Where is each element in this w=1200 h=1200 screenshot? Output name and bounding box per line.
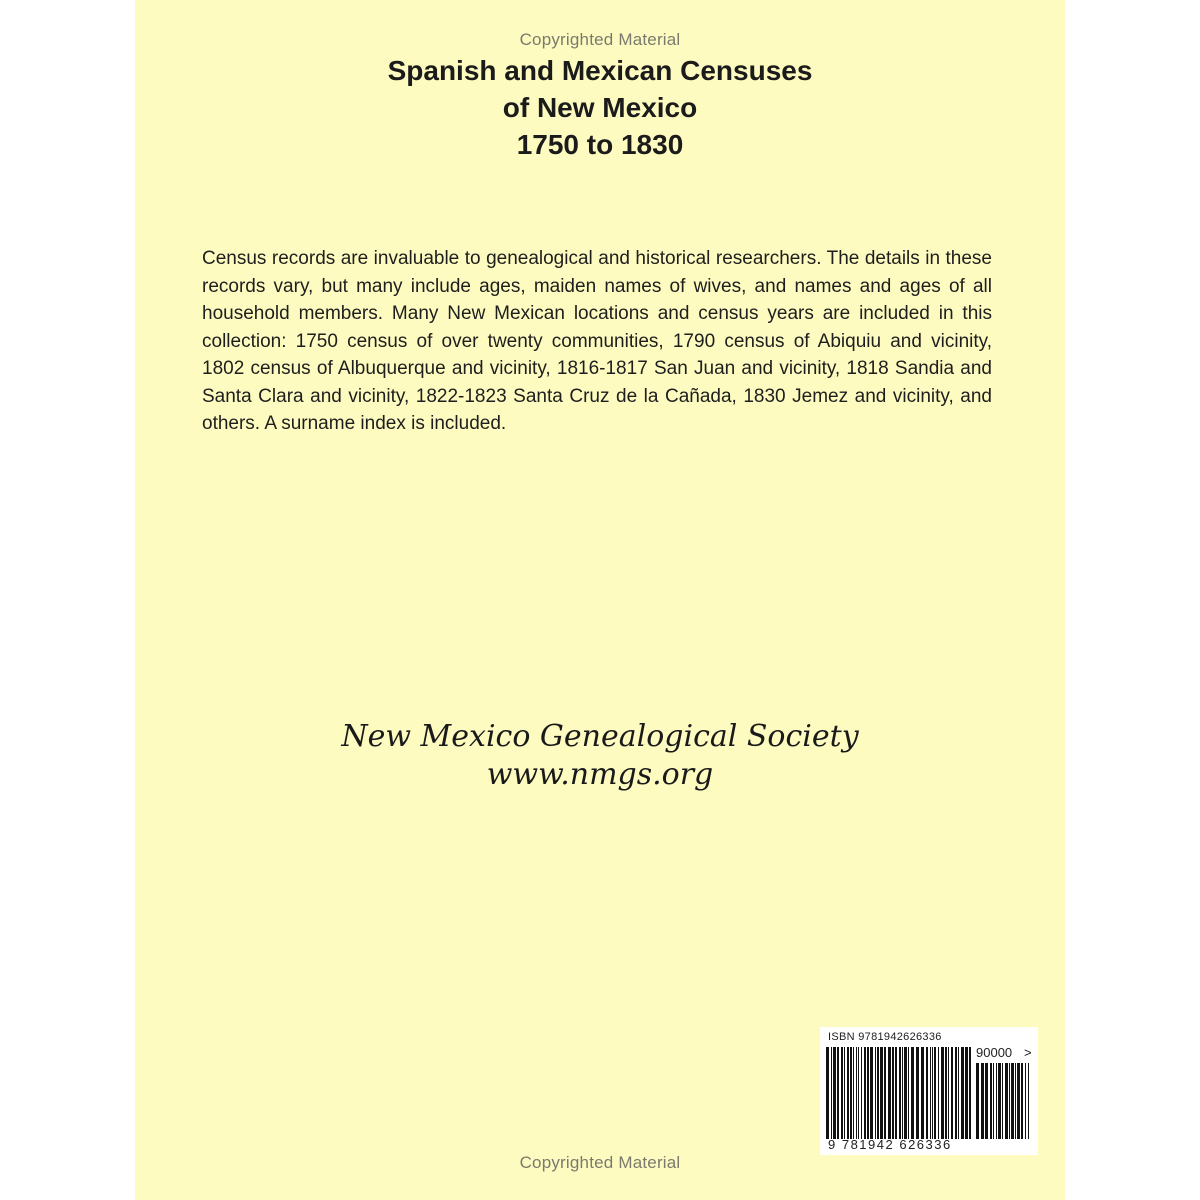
barcode-bar — [841, 1047, 843, 1139]
barcode-bar — [958, 1047, 959, 1139]
barcode-bar — [867, 1047, 869, 1139]
barcode-bar — [861, 1047, 862, 1139]
title-line-2: of New Mexico — [502, 92, 698, 123]
barcode-bars-addon — [976, 1063, 1034, 1139]
price-code: 90000 — [976, 1045, 1013, 1060]
barcode-bar — [902, 1047, 903, 1139]
barcode-bar — [1015, 1063, 1016, 1139]
barcode-bar — [1009, 1063, 1010, 1139]
title-line-1: Spanish and Mexican Censuses — [387, 55, 813, 86]
barcode-bar — [895, 1047, 897, 1139]
book-back-cover — [135, 0, 1065, 1200]
barcode-bar — [856, 1047, 857, 1139]
barcode-bar — [833, 1047, 836, 1139]
book-description: Census records are invaluable to genealogical and historical researchers. The details in these records vary, but many include ages, maiden names of wives, and names and ages of all household members. Many New Mexican locations and census years are included in this collection: 1750 census of over twenty communities, 1790 census of Abiquiu and vicinity, 1802 census of Albuquerque and vicinity, 1816-1817 San Juan and vicinity, 1818 Sandia and Santa Clara and vicinity, 1822-1823 Santa Cruz de la Cañada, 1830 Jemez and vicinity, and others. A surname index is included. — [202, 248, 992, 434]
barcode-bar — [945, 1047, 947, 1139]
barcode-bar — [892, 1047, 894, 1139]
barcode-bar — [837, 1047, 839, 1139]
barcode-bar — [1021, 1063, 1023, 1139]
barcode-bar — [1025, 1063, 1026, 1139]
barcode-bar — [932, 1047, 933, 1139]
barcode-bar — [916, 1047, 919, 1139]
barcode-bar — [981, 1063, 984, 1139]
copyright-watermark-top: Copyrighted Material — [519, 30, 681, 49]
barcode-bar — [884, 1047, 886, 1139]
barcode-bar — [941, 1047, 944, 1139]
barcode-bar — [990, 1063, 992, 1139]
barcode-bars-main — [826, 1047, 974, 1139]
barcode-bar — [969, 1047, 971, 1139]
price-arrow: > — [1024, 1045, 1032, 1060]
book-title — [135, 52, 1065, 163]
barcode-bar — [996, 1063, 997, 1139]
barcode-bar — [1002, 1063, 1003, 1139]
barcode-bar — [1028, 1063, 1029, 1139]
barcode-bar — [930, 1047, 931, 1139]
barcode-bar — [951, 1047, 953, 1139]
barcode-digits: 9 781942 626336 — [828, 1137, 952, 1152]
publisher-website: www.nmgs.org — [486, 757, 714, 792]
barcode-bar — [961, 1047, 964, 1139]
barcode-bar — [826, 1047, 829, 1139]
barcode-bar — [1017, 1063, 1020, 1139]
barcode-bar — [899, 1047, 901, 1139]
barcode-bar — [858, 1047, 859, 1139]
barcode-bar — [847, 1047, 849, 1139]
barcode-bar — [908, 1047, 909, 1139]
barcode-bar — [875, 1047, 876, 1139]
barcode-bar — [888, 1047, 891, 1139]
barcode-bar — [921, 1047, 924, 1139]
barcode-bar — [955, 1047, 957, 1139]
barcode-bar — [844, 1047, 845, 1139]
title-line-3: 1750 to 1830 — [516, 129, 684, 160]
barcode-bar — [870, 1047, 873, 1139]
barcode-bar — [976, 1063, 979, 1139]
barcode-bar — [904, 1047, 907, 1139]
barcode-bar — [911, 1047, 914, 1139]
barcode-bar — [948, 1047, 949, 1139]
barcode-bar — [985, 1063, 988, 1139]
barcode-bar — [853, 1047, 854, 1139]
barcode-bar — [1011, 1063, 1014, 1139]
barcode-bar — [877, 1047, 879, 1139]
barcode-bar — [938, 1047, 939, 1139]
publisher-name: New Mexico Genealogical Society — [341, 719, 859, 754]
barcode-bar — [1005, 1063, 1008, 1139]
barcode-bar — [998, 1063, 1001, 1139]
barcode-bar — [850, 1047, 852, 1139]
barcode-bar — [965, 1047, 968, 1139]
isbn-label: ISBN 9781942626336 — [828, 1031, 942, 1043]
barcode-bar — [864, 1047, 866, 1139]
barcode-bar — [831, 1047, 832, 1139]
barcode-bar — [934, 1047, 936, 1139]
copyright-watermark-bottom: Copyrighted Material — [519, 1153, 681, 1172]
publisher-block — [135, 718, 1065, 794]
barcode-bar — [926, 1047, 928, 1139]
barcode-bar — [993, 1063, 994, 1139]
isbn-barcode — [820, 1027, 1038, 1155]
barcode-bar — [880, 1047, 883, 1139]
